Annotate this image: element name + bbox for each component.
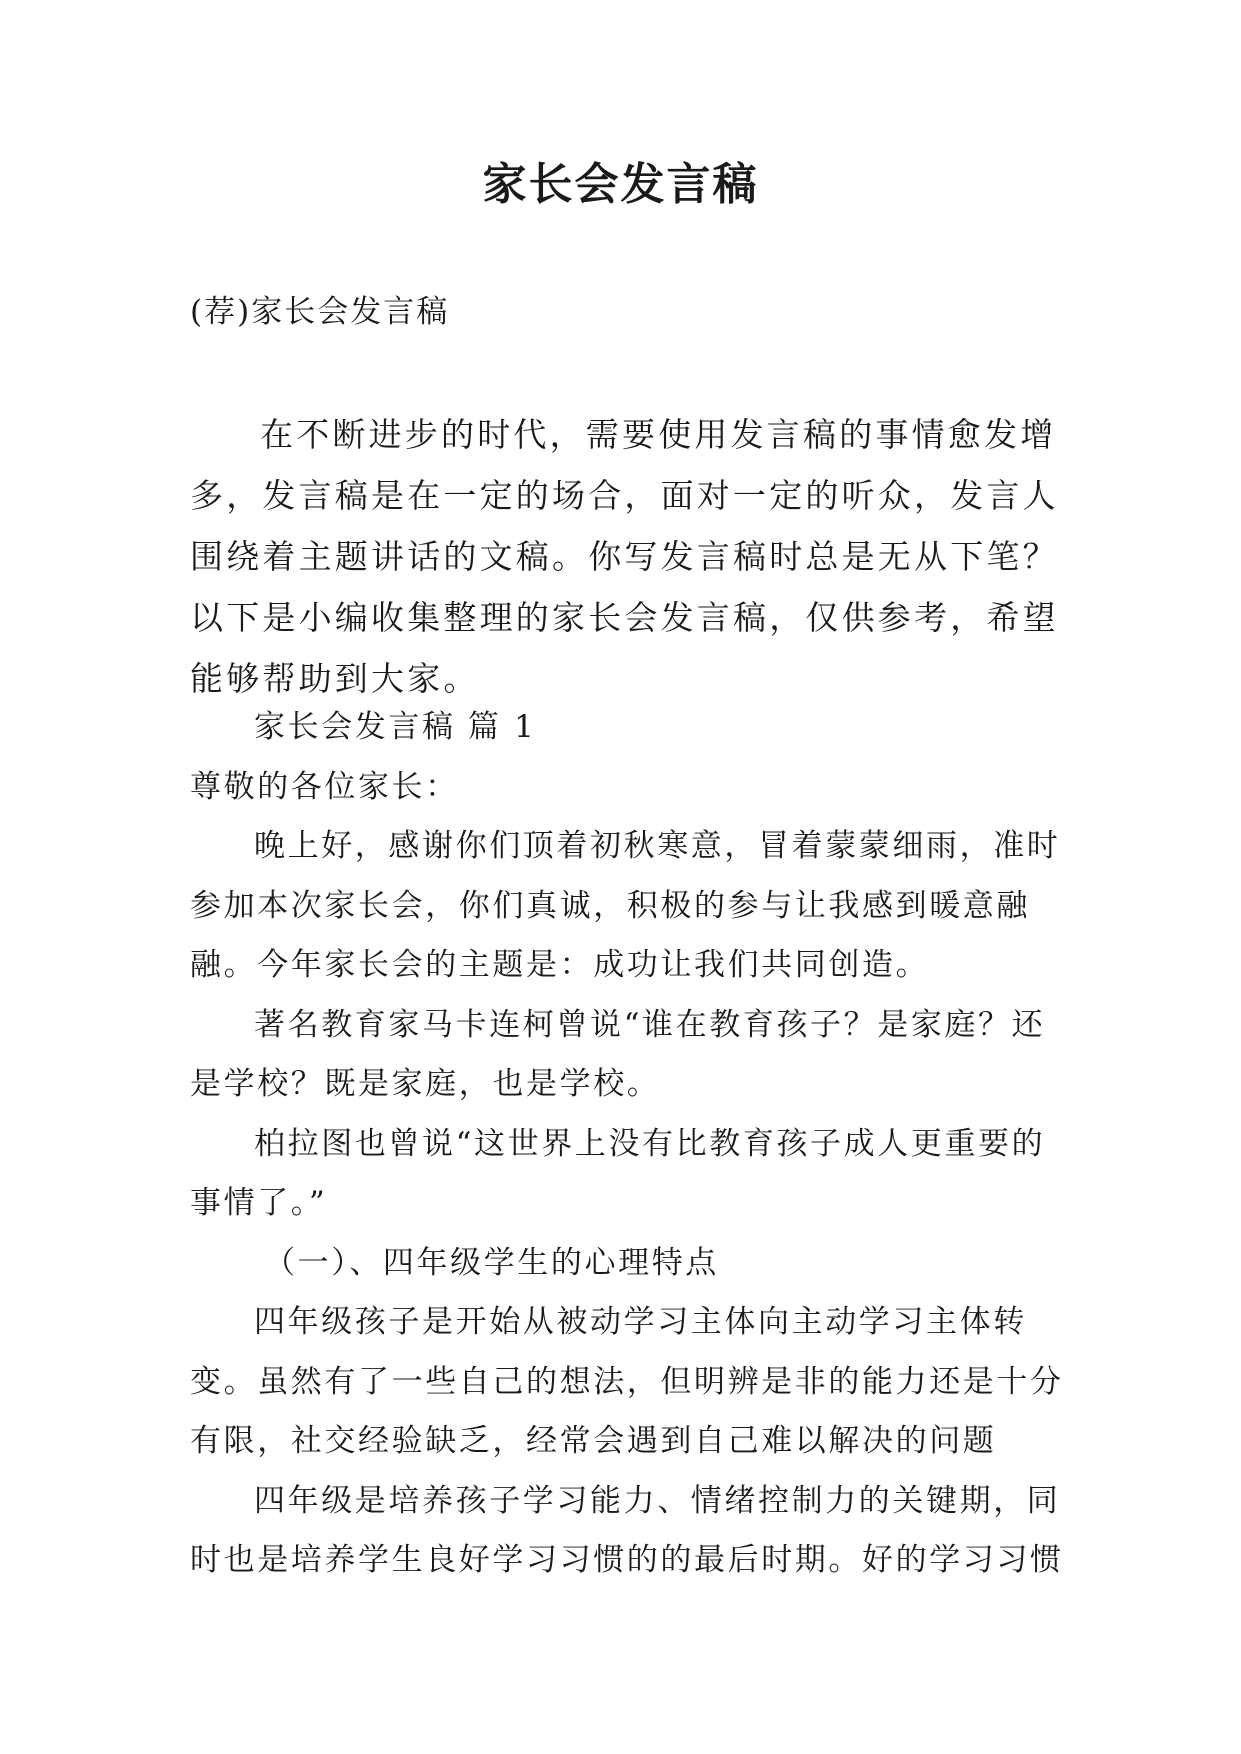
paragraph: 著名教育家马卡连柯曾说“谁在教育孩子？是家庭？还是学校？既是家庭，也是学校。 [190, 1006, 1046, 1102]
document-subtitle: (荐)家长会发言稿 [190, 294, 450, 330]
intro-paragraph: 在不断进步的时代，需要使用发言稿的事情愈发增多，发言稿是在一定的场合，面对一定的听众，发言人围绕着主题讲话的文稿。你写发言稿时总是无从下笔？以下是小编收集整理的家长会发言稿，仅供参考，希望能够帮助到大家。 [190, 415, 1059, 698]
section-heading: 家长会发言稿 篇 1 [254, 709, 537, 745]
subheading: （一）、四年级学生的心理特点 [264, 1244, 719, 1281]
speech-body [190, 698, 1070, 1591]
paragraph: 四年级孩子是开始从被动学习主体向主动学习主体转变。虽然有了一些自己的想法，但明辨是非的能力还是十分有限，社交经验缺乏，经常会遇到自己难以解决的问题 [190, 1304, 1064, 1459]
paragraph: 晚上好，感谢你们顶着初秋寒意，冒着蒙蒙细雨，准时参加本次家长会，你们真诚，积极的参与让我感到暖意融融。今年家长会的主题是：成功让我们共同创造。 [190, 828, 1061, 983]
document-title: 家长会发言稿 [482, 159, 759, 210]
salutation: 尊敬的各位家长： [190, 768, 459, 805]
paragraph: 柏拉图也曾说“这世界上没有比教育孩子成人更重要的事情了。” [190, 1125, 1046, 1221]
paragraph: 四年级是培养孩子学习能力、情绪控制力的关键期，同时也是培养学生良好学习习惯的的最后时期。好的学习习惯 [190, 1482, 1064, 1578]
